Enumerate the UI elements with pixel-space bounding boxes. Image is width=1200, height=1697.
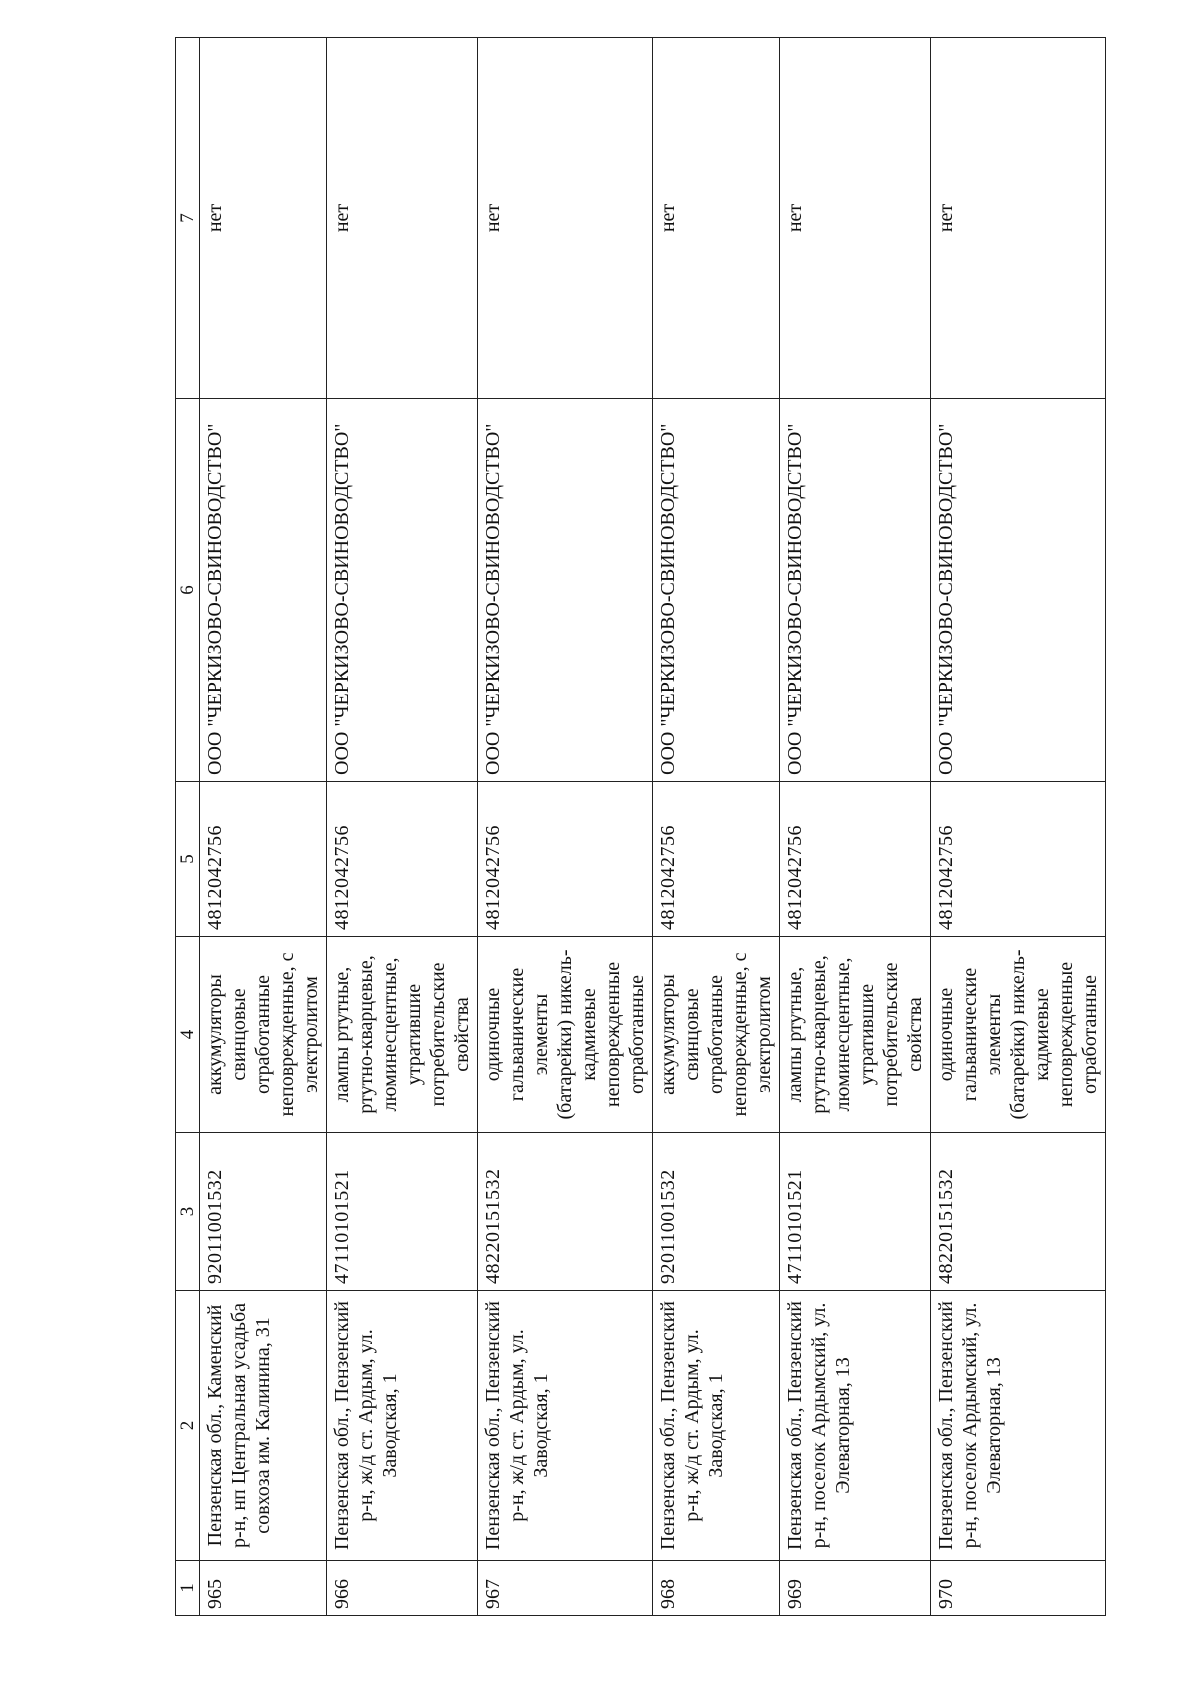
waste-code-cell: 92011001532 <box>200 1133 327 1291</box>
organization-cell: ООО "ЧЕРКИЗОВО-СВИНОВОДСТВО" <box>478 399 653 782</box>
row-number: 969 <box>780 1561 931 1616</box>
header-cell-3: 3 <box>176 1133 200 1291</box>
flag-cell: нет <box>653 38 780 399</box>
flag-cell: нет <box>327 38 478 399</box>
flag-cell: нет <box>478 38 653 399</box>
header-cell-5: 5 <box>176 782 200 937</box>
address-cell: Пензенская обл., Каменский р-н, нп Центральная усадьба совхоза им. Калинина, 31 <box>200 1291 327 1561</box>
waste-name-cell: аккумуляторы свинцовые отработанные неповрежденные, с электролитом <box>200 937 327 1133</box>
waste-name-cell: лампы ртутные, ртутно-кварцевые, люминесцентные, утратившие потребительские свойства <box>780 937 931 1133</box>
header-cell-1: 1 <box>176 1561 200 1616</box>
table-row <box>200 38 327 1616</box>
flag-cell: нет <box>200 38 327 399</box>
table-row <box>931 38 1106 1616</box>
row-number: 965 <box>200 1561 327 1616</box>
waste-registry-table <box>175 37 1106 1616</box>
inn-cell: 4812042756 <box>931 782 1106 937</box>
waste-name-cell: одиночные гальванические элементы (батарейки) никель-кадмиевые неповрежденные отработанные <box>478 937 653 1133</box>
waste-code-cell: 48220151532 <box>478 1133 653 1291</box>
inn-cell: 4812042756 <box>478 782 653 937</box>
waste-name-cell: лампы ртутные, ртутно-кварцевые, люминесцентные, утратившие потребительские свойства <box>327 937 478 1133</box>
waste-code-cell: 92011001532 <box>653 1133 780 1291</box>
rotated-page <box>175 38 1101 1616</box>
waste-name-cell: одиночные гальванические элементы (батарейки) никель-кадмиевые неповрежденные отработанные <box>931 937 1106 1133</box>
address-cell: Пензенская обл., Пензенский р-н, ж/д ст. Ардым, ул. Заводская, 1 <box>327 1291 478 1561</box>
inn-cell: 4812042756 <box>653 782 780 937</box>
organization-cell: ООО "ЧЕРКИЗОВО-СВИНОВОДСТВО" <box>327 399 478 782</box>
table-row <box>327 38 478 1616</box>
row-number: 968 <box>653 1561 780 1616</box>
address-cell: Пензенская обл., Пензенский р-н, ж/д ст. Ардым, ул. Заводская, 1 <box>478 1291 653 1561</box>
inn-cell: 4812042756 <box>780 782 931 937</box>
organization-cell: ООО "ЧЕРКИЗОВО-СВИНОВОДСТВО" <box>653 399 780 782</box>
inn-cell: 4812042756 <box>327 782 478 937</box>
header-cell-7: 7 <box>176 38 200 399</box>
waste-name-cell: аккумуляторы свинцовые отработанные неповрежденные, с электролитом <box>653 937 780 1133</box>
header-cell-6: 6 <box>176 399 200 782</box>
row-number: 966 <box>327 1561 478 1616</box>
table-row <box>478 38 653 1616</box>
table-header-row <box>176 38 200 1616</box>
table-row <box>653 38 780 1616</box>
table-row <box>780 38 931 1616</box>
row-number: 967 <box>478 1561 653 1616</box>
organization-cell: ООО "ЧЕРКИЗОВО-СВИНОВОДСТВО" <box>780 399 931 782</box>
address-cell: Пензенская обл., Пензенский р-н, поселок Ардымский, ул. Элеваторная, 13 <box>931 1291 1106 1561</box>
waste-code-cell: 47110101521 <box>780 1133 931 1291</box>
row-number: 970 <box>931 1561 1106 1616</box>
address-cell: Пензенская обл., Пензенский р-н, ж/д ст. Ардым, ул. Заводская, 1 <box>653 1291 780 1561</box>
flag-cell: нет <box>780 38 931 399</box>
inn-cell: 4812042756 <box>200 782 327 937</box>
waste-code-cell: 47110101521 <box>327 1133 478 1291</box>
header-cell-4: 4 <box>176 937 200 1133</box>
organization-cell: ООО "ЧЕРКИЗОВО-СВИНОВОДСТВО" <box>931 399 1106 782</box>
address-cell: Пензенская обл., Пензенский р-н, поселок Ардымский, ул. Элеваторная, 13 <box>780 1291 931 1561</box>
flag-cell: нет <box>931 38 1106 399</box>
organization-cell: ООО "ЧЕРКИЗОВО-СВИНОВОДСТВО" <box>200 399 327 782</box>
header-cell-2: 2 <box>176 1291 200 1561</box>
waste-code-cell: 48220151532 <box>931 1133 1106 1291</box>
